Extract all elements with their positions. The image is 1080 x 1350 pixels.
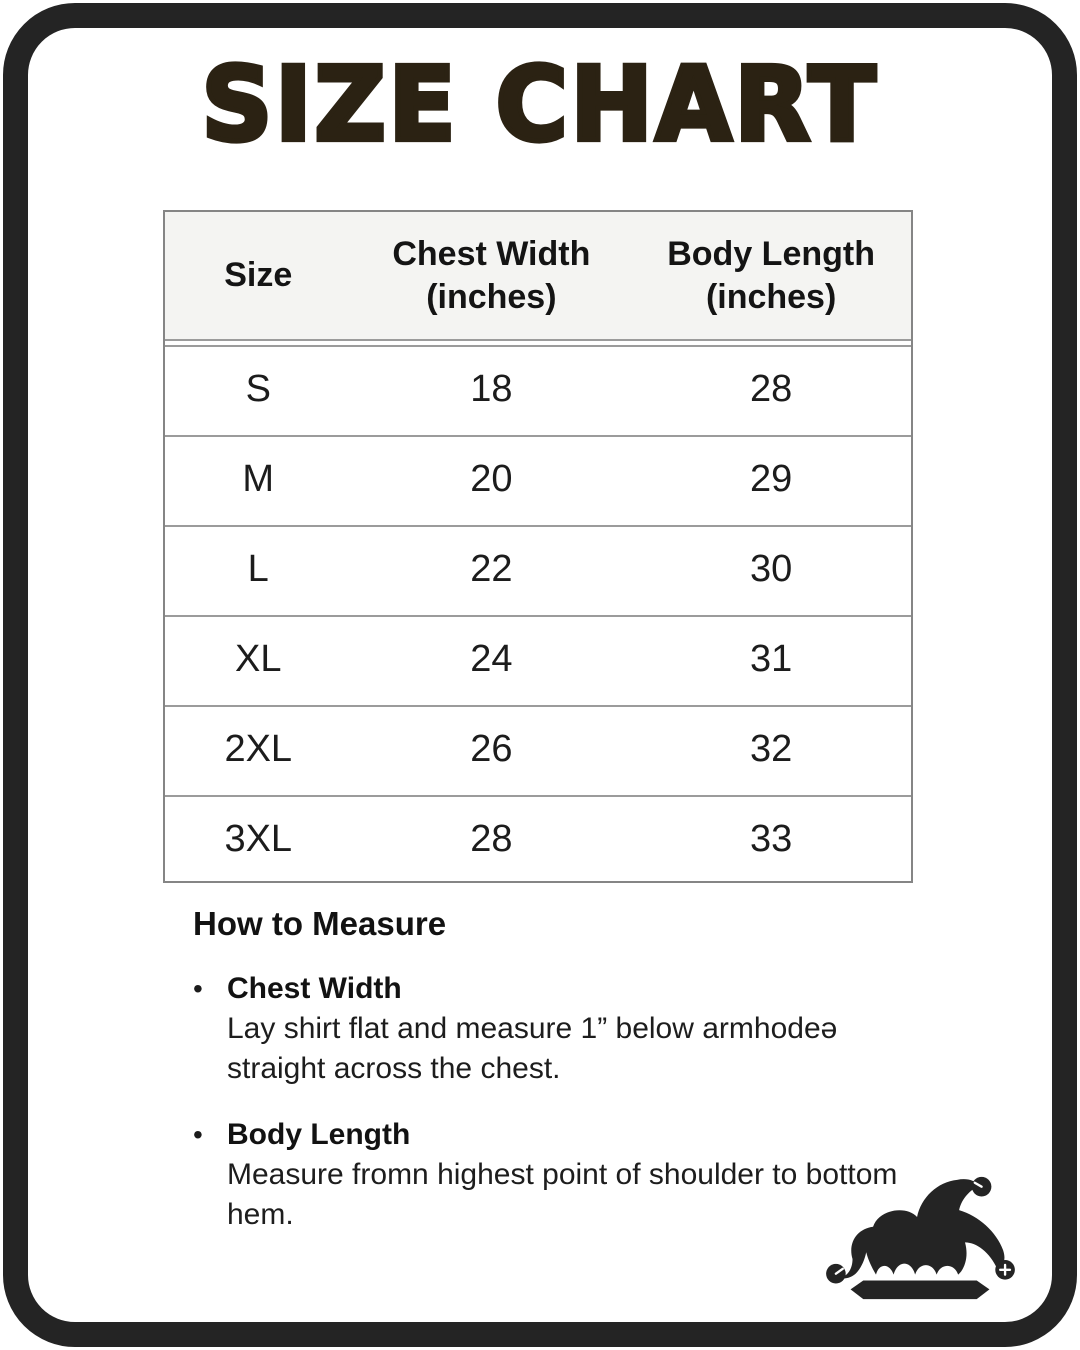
table-row	[165, 435, 911, 521]
chest-width-value: 20	[470, 457, 513, 500]
body-length-value: 31	[749, 637, 793, 680]
size-table	[163, 210, 913, 883]
chest-width-value: 24	[470, 637, 513, 680]
body-length-value: 33	[749, 817, 793, 860]
column-header-body-label: Body Length	[667, 234, 875, 273]
table-row	[165, 345, 911, 431]
size-table-header-row	[165, 212, 911, 341]
bullet-dot: •	[193, 1119, 203, 1150]
measure-item-title: Body Length	[227, 1118, 411, 1151]
size-value: 2XL	[224, 727, 293, 770]
how-to-measure-section	[193, 905, 923, 1235]
measure-item-body	[227, 1115, 923, 1235]
size-value: 3XL	[224, 817, 293, 860]
table-row	[165, 795, 911, 881]
jester-hat-icon	[822, 1172, 1018, 1305]
list-item	[193, 969, 923, 1089]
chest-width-value: 28	[470, 817, 513, 860]
column-header-chest-unit: (inches)	[426, 277, 557, 316]
table-row	[165, 705, 911, 791]
chest-width-value: 26	[470, 727, 513, 770]
body-length-value: 28	[749, 367, 793, 410]
chest-width-value: 18	[470, 367, 513, 410]
measure-item-description: Lay shirt flat and measure 1” below armhodeə straight across the chest.	[227, 1012, 838, 1085]
how-to-measure-heading: How to Measure	[193, 905, 447, 942]
body-length-value: 32	[749, 727, 793, 770]
body-length-value: 29	[749, 457, 793, 500]
bullet-dot: •	[193, 973, 203, 1004]
measure-item-body	[227, 969, 923, 1089]
measure-item-description: Measure fromn highest point of shoulder to bottom hem.	[227, 1158, 898, 1231]
body-length-value: 30	[749, 547, 793, 590]
table-row	[165, 525, 911, 611]
size-value: L	[247, 547, 269, 590]
column-header-body-length	[631, 233, 911, 319]
column-header-body-unit: (inches)	[705, 277, 837, 316]
page-title: SIZE CHART	[201, 45, 879, 165]
column-header-chest-width	[352, 233, 632, 319]
size-value: M	[242, 457, 275, 500]
measure-item-title: Chest Width	[227, 972, 402, 1005]
list-item	[193, 1115, 923, 1235]
column-header-size	[165, 254, 352, 297]
chest-width-value: 22	[470, 547, 513, 590]
column-header-size-label: Size	[224, 256, 293, 294]
table-row	[165, 615, 911, 701]
column-header-chest-label: Chest Width	[392, 234, 591, 273]
size-value: XL	[235, 637, 282, 680]
size-value: S	[245, 367, 271, 410]
